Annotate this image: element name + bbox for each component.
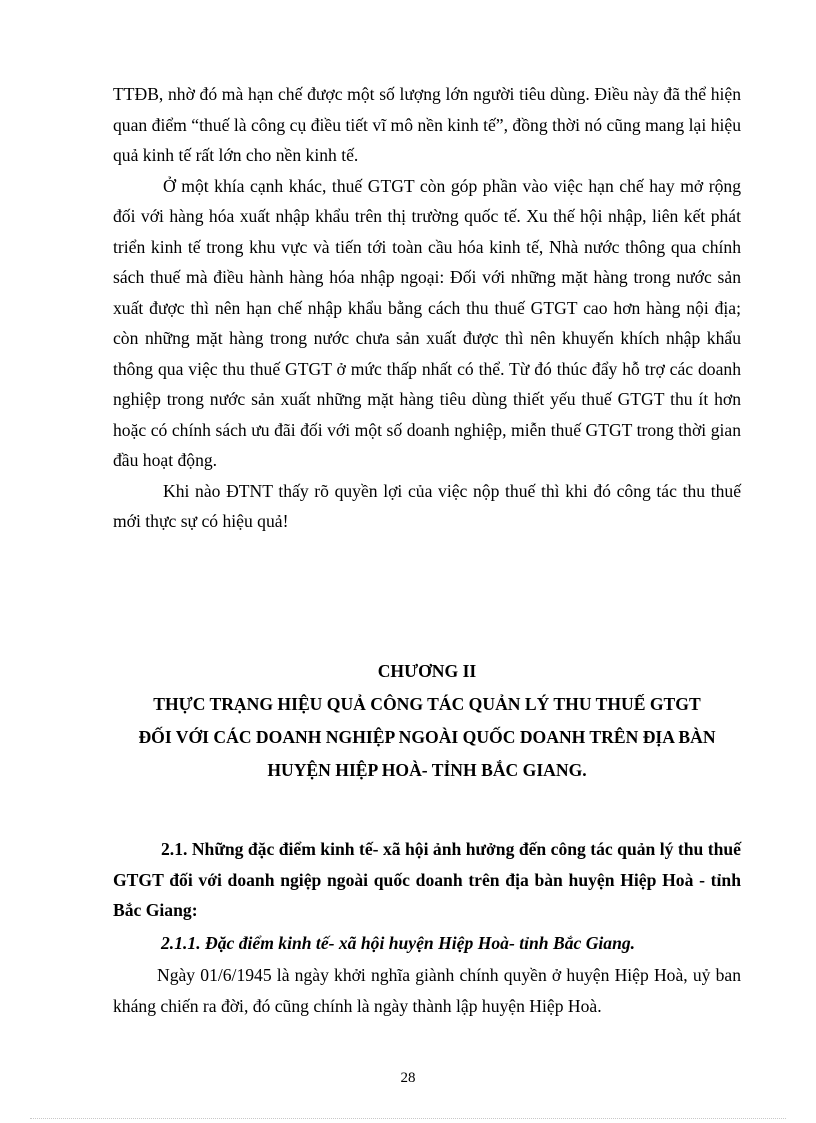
section-heading: 2.1. Những đặc điểm kinh tế- xã hội ảnh hưởng đến công tác quản lý thu thuế GTGT đối với doanh ngiệp ngoài quốc doanh trên địa bàn huyện Hiệp Hoà - tỉnh Bắc Giang: bbox=[113, 839, 741, 920]
paragraph-ttdb-continuation: TTĐB, nhờ đó mà hạn chế được một số lượng lớn người tiêu dùng. Điều này đã thể hiện quan điểm “thuế là công cụ điều tiết vĩ mô nền kinh tế”, đồng thời nó cũng mang lại hiệu quả kinh tế rất lớn cho nền kinh tế. bbox=[113, 84, 741, 165]
subsection-heading: 2.1.1. Đặc điểm kinh tế- xã hội huyện Hiệp Hoà- tỉnh Bắc Giang. bbox=[161, 932, 636, 953]
paragraph-import-export: Ở một khía cạnh khác, thuế GTGT còn góp phần vào việc hạn chế hay mở rộng đối với hàng hóa xuất nhập khẩu trên thị trường quốc tế. Xu thế hội nhập, liên kết phát triển kinh tế trong khu vực và tiến tới toàn cầu hóa kinh tế, Nhà nước thông qua chính sách thuế mà điều hành hàng hóa nhập ngoại: Đối với những mặt hàng trong nước sản xuất được thì nên hạn chế nhập khẩu bằng cách thu thuế GTGT cao hơn hàng nội địa; còn những mặt hàng trong nước chưa sản xuất được thì nên khuyến khích nhập khẩu thông qua việc thu thuế GTGT ở mức thấp nhất có thể. Từ đó thúc đẩy hỗ trợ các doanh nghiệp trong nước sản xuất những mặt hàng tiêu dùng thiết yếu thuế GTGT thu ít hơn hoặc có chính sách ưu đãi đối với một số doanh nghiệp, miễn thuế GTGT trong thời gian đầu hoạt động. bbox=[113, 175, 741, 470]
chapter-label: CHƯƠNG II bbox=[377, 661, 477, 681]
page-bottom-divider bbox=[30, 1118, 786, 1119]
chapter-title-line-2: ĐỐI VỚI CÁC DOANH NGHIỆP NGOÀI QUỐC DOANH TRÊN ĐỊA BÀN bbox=[138, 727, 716, 747]
intro-text bbox=[113, 79, 741, 537]
section-2-1 bbox=[113, 834, 741, 1022]
paragraph-taxpayer-awareness: Khi nào ĐTNT thấy rõ quyền lợi của việc nộp thuế thì khi đó công tác thu thuế mới thực sự có hiệu quả! bbox=[113, 480, 741, 531]
chapter-heading bbox=[113, 655, 741, 787]
chapter-title-line-3: HUYỆN HIỆP HOÀ- TỈNH BẮC GIANG. bbox=[267, 760, 587, 780]
section-body-paragraph: Ngày 01/6/1945 là ngày khởi nghĩa giành chính quyền ở huyện Hiệp Hoà, uỷ ban kháng chiến ra đời, đó cũng chính là ngày thành lập huyện Hiệp Hoà. bbox=[113, 964, 741, 1016]
page-number: 28 bbox=[400, 1070, 416, 1086]
chapter-title-line-1: THỰC TRẠNG HIỆU QUẢ CÔNG TÁC QUẢN LÝ THU THUẾ GTGT bbox=[153, 694, 701, 714]
